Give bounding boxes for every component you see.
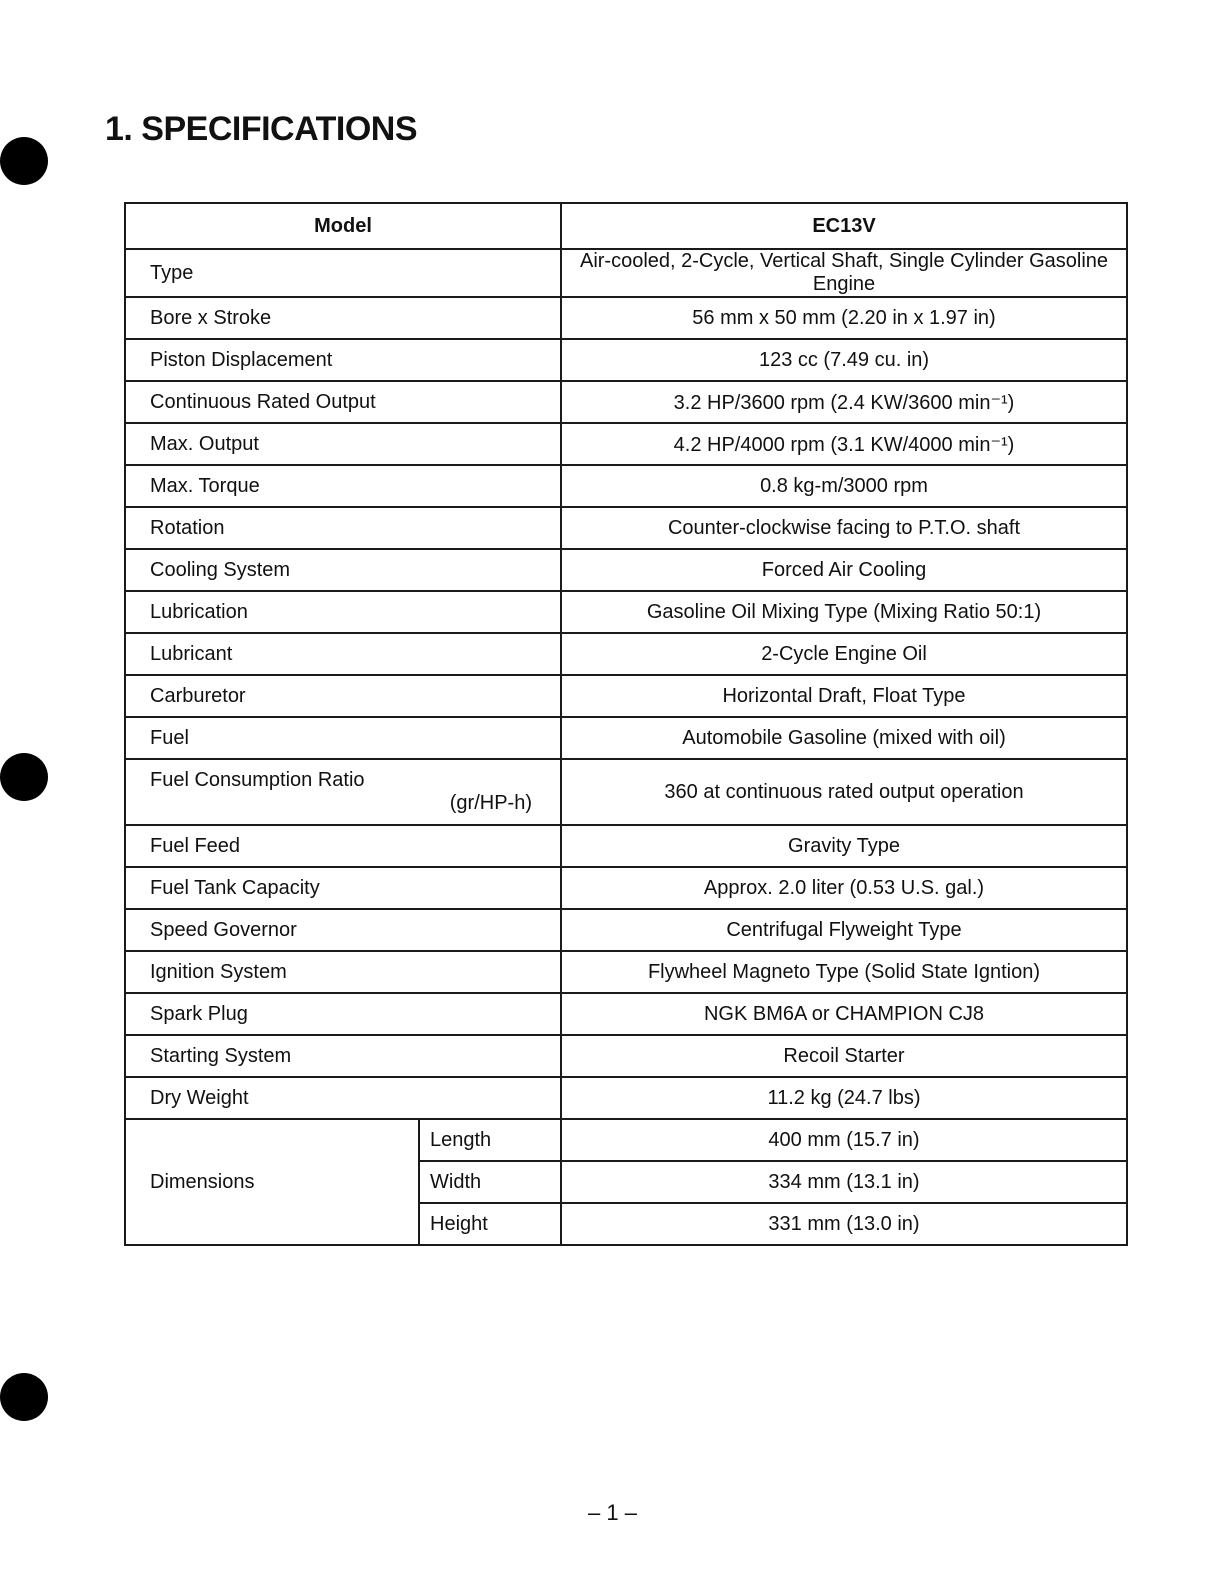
spec-label: Cooling System <box>125 549 561 591</box>
dimension-value: 400 mm (15.7 in) <box>561 1119 1127 1161</box>
spec-value: Air-cooled, 2-Cycle, Vertical Shaft, Single Cylinder Gasoline Engine <box>561 249 1127 297</box>
dimension-value: 331 mm (13.0 in) <box>561 1203 1127 1245</box>
spec-value: Automobile Gasoline (mixed with oil) <box>561 717 1127 759</box>
spec-value: 2-Cycle Engine Oil <box>561 633 1127 675</box>
table-row <box>125 759 1127 825</box>
spec-label: Continuous Rated Output <box>125 381 561 423</box>
table-row <box>125 591 1127 633</box>
spec-label-unit: (gr/HP-h) <box>449 792 532 814</box>
table-header-row <box>125 203 1127 249</box>
spec-label: Type <box>125 249 561 297</box>
spec-label: Lubricant <box>125 633 561 675</box>
table-row <box>125 909 1127 951</box>
dimension-label: Length <box>419 1119 561 1161</box>
specifications-table <box>124 202 1128 1246</box>
table-row <box>125 717 1127 759</box>
spec-value: 123 cc (7.49 cu. in) <box>561 339 1127 381</box>
binder-hole <box>0 753 48 801</box>
table-row <box>125 951 1127 993</box>
table-row <box>125 549 1127 591</box>
spec-value: 4.2 HP/4000 rpm (3.1 KW/4000 min⁻¹) <box>561 423 1127 465</box>
table-row <box>125 1035 1127 1077</box>
spec-label: Max. Torque <box>125 465 561 507</box>
spec-value: 3.2 HP/3600 rpm (2.4 KW/3600 min⁻¹) <box>561 381 1127 423</box>
table-row <box>125 381 1127 423</box>
spec-label-cell <box>125 759 561 825</box>
spec-label: Max. Output <box>125 423 561 465</box>
binder-hole <box>0 137 48 185</box>
table-row <box>125 633 1127 675</box>
spec-value: NGK BM6A or CHAMPION CJ8 <box>561 993 1127 1035</box>
table-row <box>125 825 1127 867</box>
model-header: Model <box>125 203 561 249</box>
spec-label: Starting System <box>125 1035 561 1077</box>
spec-label: Fuel <box>125 717 561 759</box>
page-title: 1. SPECIFICATIONS <box>105 110 418 148</box>
table-row <box>125 867 1127 909</box>
table-row <box>125 1119 1127 1161</box>
table-row <box>125 249 1127 297</box>
table-row <box>125 339 1127 381</box>
spec-value: Gasoline Oil Mixing Type (Mixing Ratio 50:1) <box>561 591 1127 633</box>
spec-value: Forced Air Cooling <box>561 549 1127 591</box>
spec-label: Lubrication <box>125 591 561 633</box>
binder-hole <box>0 1373 48 1421</box>
spec-label: Rotation <box>125 507 561 549</box>
spec-value: Centrifugal Flyweight Type <box>561 909 1127 951</box>
spec-label: Dry Weight <box>125 1077 561 1119</box>
spec-label: Fuel Tank Capacity <box>125 867 561 909</box>
table-row <box>125 993 1127 1035</box>
spec-label: Fuel Feed <box>125 825 561 867</box>
spec-label: Fuel Consumption Ratio <box>150 769 365 791</box>
table-row <box>125 297 1127 339</box>
spec-value: 56 mm x 50 mm (2.20 in x 1.97 in) <box>561 297 1127 339</box>
table-row <box>125 423 1127 465</box>
spec-label: Carburetor <box>125 675 561 717</box>
table-row <box>125 1077 1127 1119</box>
spec-value: Approx. 2.0 liter (0.53 U.S. gal.) <box>561 867 1127 909</box>
dimension-label: Height <box>419 1203 561 1245</box>
spec-value: 360 at continuous rated output operation <box>561 759 1127 825</box>
spec-value: 11.2 kg (24.7 lbs) <box>561 1077 1127 1119</box>
spec-label: Piston Displacement <box>125 339 561 381</box>
spec-label: Ignition System <box>125 951 561 993</box>
spec-value: 0.8 kg-m/3000 rpm <box>561 465 1127 507</box>
model-name: EC13V <box>561 203 1127 249</box>
dimension-label: Width <box>419 1161 561 1203</box>
spec-value: Counter-clockwise facing to P.T.O. shaft <box>561 507 1127 549</box>
spec-value: Flywheel Magneto Type (Solid State Igntion) <box>561 951 1127 993</box>
spec-label: Bore x Stroke <box>125 297 561 339</box>
dimension-value: 334 mm (13.1 in) <box>561 1161 1127 1203</box>
spec-label: Speed Governor <box>125 909 561 951</box>
spec-label: Spark Plug <box>125 993 561 1035</box>
spec-value: Horizontal Draft, Float Type <box>561 675 1127 717</box>
spec-value: Recoil Starter <box>561 1035 1127 1077</box>
table-row <box>125 465 1127 507</box>
page-number: – 1 – <box>588 1500 637 1525</box>
table-row <box>125 675 1127 717</box>
table-row <box>125 507 1127 549</box>
dimensions-label: Dimensions <box>125 1119 419 1245</box>
spec-value: Gravity Type <box>561 825 1127 867</box>
